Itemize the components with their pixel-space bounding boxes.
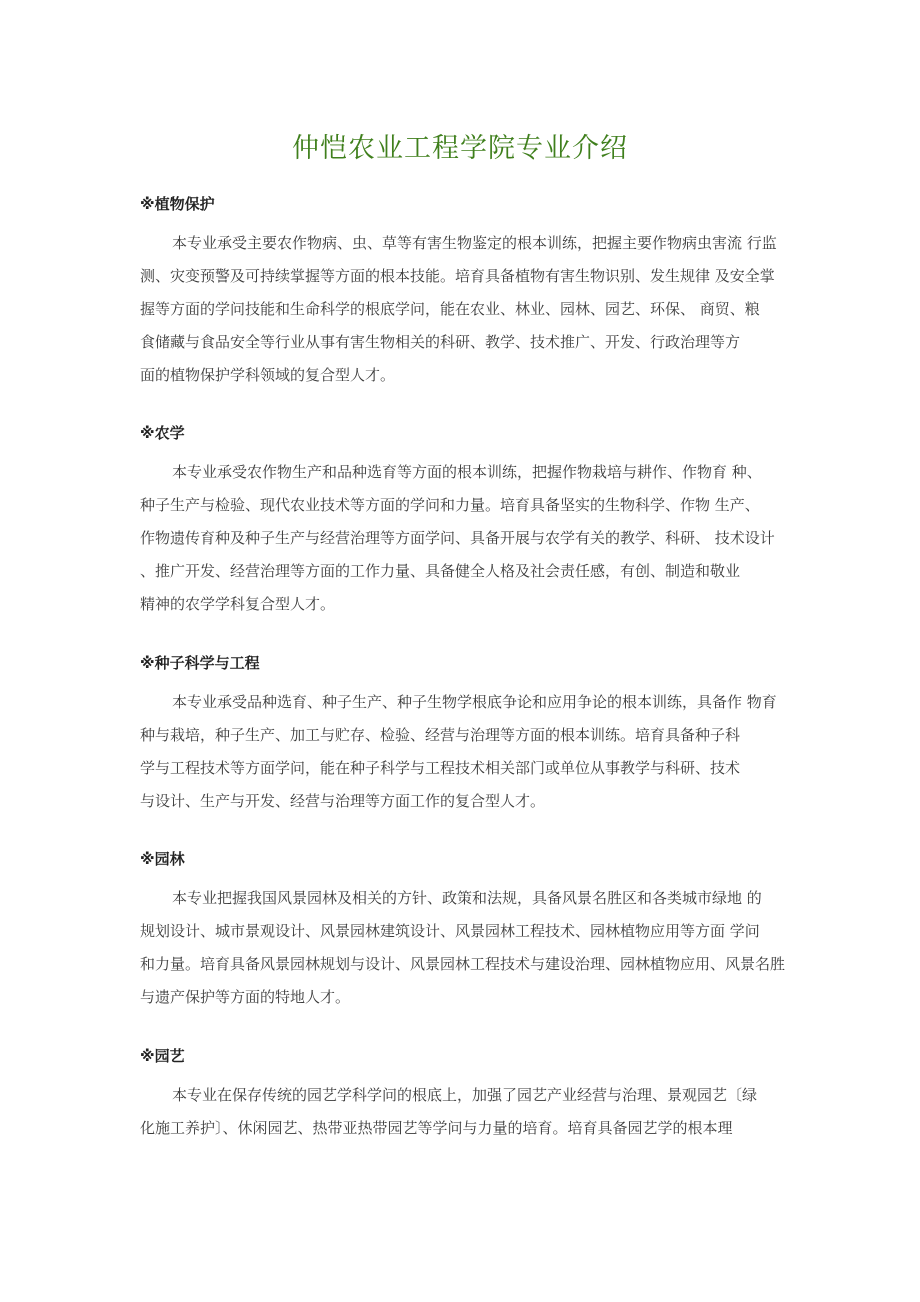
section-heading: ※种子科学与工程 — [140, 654, 260, 672]
paragraph-line: 与遗产保护等方面的特地人才。 — [140, 988, 351, 1006]
paragraph-line: 食储藏与食品安全等行业从事有害生物相关的科研、教学、技术推广、开发、行政治理等方 — [140, 333, 741, 351]
section-horticulture — [140, 1046, 790, 1145]
paragraph-line: 本专业在保存传统的园艺学科学问的根底上，加强了园艺产业经营与治理、景观园艺〔绿 — [172, 1086, 758, 1104]
paragraph-line: 种与栽培，种子生产、加工与贮存、检验、经营与治理等方面的根本训练。培育具备种子科 — [140, 726, 741, 744]
section-seed-science — [140, 653, 790, 818]
paragraph-line: 本专业承受农作物生产和品种选育等方面的根本训练，把握作物栽培与耕作、作物育 种、 — [172, 463, 762, 481]
paragraph-line: 本专业把握我国风景园林及相关的方针、政策和法规，具备风景名胜区和各类城市绿地 的 — [172, 889, 762, 907]
paragraph-line: 面的植物保护学科领域的复合型人才。 — [140, 366, 396, 384]
section-landscape — [140, 849, 790, 1014]
paragraph-line: 种子生产与检验、现代农业技术等方面的学问和力量。培育具备坚实的生物科学、作物 生产、 — [140, 496, 760, 514]
paragraph-line: 握等方面的学问技能和生命科学的根底学问，能在农业、林业、园林、园艺、环保、 商贸、粮 — [140, 300, 760, 318]
paragraph-line: 规划设计、城市景观设计、风景园林建筑设计、风景园林工程技术、园林植物应用等方面 学问 — [140, 922, 760, 940]
section-heading: ※农学 — [140, 424, 185, 442]
paragraph-line: 化施工养护〕、休闲园艺、热带亚热带园艺等学问与力量的培育。培育具备园艺学的根本理 — [140, 1119, 733, 1137]
section-heading: ※园艺 — [140, 1047, 185, 1065]
section-heading: ※植物保护 — [140, 195, 215, 213]
paragraph-line: 、推广开发、经营治理等方面的工作力量、具备健全人格及社会责任感，有创、制造和敬业 — [140, 562, 741, 580]
paragraph-line: 测、灾变预警及可持续掌握等方面的根本技能。培育具备植物有害生物识别、发生规律 及安全掌 — [140, 267, 775, 285]
paragraph-line: 和力量。培育具备风景园林规划与设计、风景园林工程技术与建设治理、园林植物应用、风景名胜 — [140, 955, 786, 973]
document-title: 仲恺农业工程学院专业介绍 — [292, 133, 628, 164]
paragraph-line: 本专业承受主要农作物病、虫、草等有害生物鉴定的根本训练，把握主要作物病虫害流 行监 — [172, 234, 777, 252]
paragraph-line: 学与工程技术等方面学问，能在种子科学与工程技术相关部门或单位从事教学与科研、技术 — [140, 759, 741, 777]
paragraph-line: 精神的农学学科复合型人才。 — [140, 595, 336, 613]
paragraph-line: 与设计、生产与开发、经营与治理等方面工作的复合型人才。 — [140, 792, 546, 810]
section-plant-protection — [140, 194, 790, 392]
paragraph-line: 本专业承受品种选育、种子生产、种子生物学根底争论和应用争论的根本训练，具备作 物育 — [172, 693, 777, 711]
section-agronomy — [140, 423, 790, 621]
paragraph-line: 作物遗传育种及种子生产与经营治理等方面学问、具备开展与农学有关的教学、科研、 技术设计 — [140, 529, 775, 547]
section-heading: ※园林 — [140, 850, 185, 868]
